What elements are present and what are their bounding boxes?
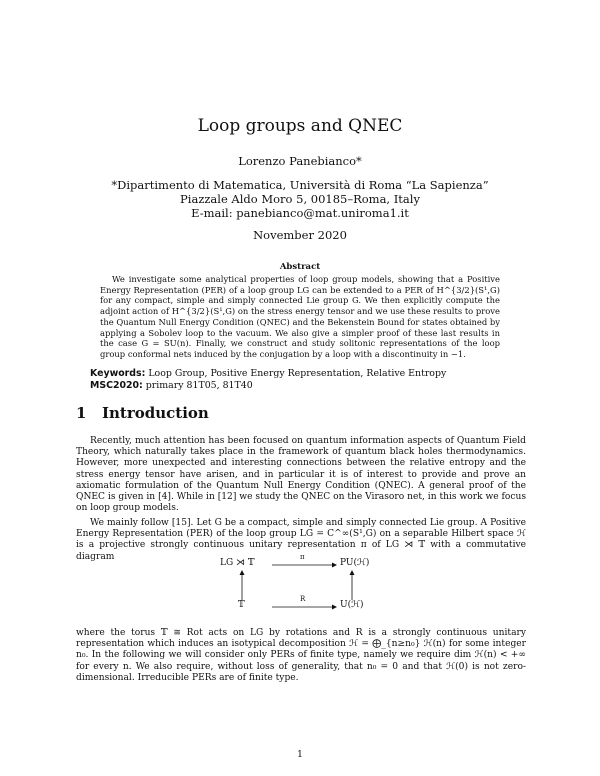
section-number: 1 xyxy=(76,404,87,422)
abstract-text: We investigate some analytical properties of loop group models, showing that a Positive Energy Representation (PER) of a loop group LG can be extended to a PER of H^{3/2}(S¹,G) for any compact, simple and simply connected Lie group G. We then explicitly compute the adjoint action of H^{3/2}(S¹,G) on the stress energy tensor and we use these results to prove the Quantum Null Energy Condition (QNEC) and the Bekenstein Bound for states obtained by applying a Sobolev loop to the vacuum. We also give a simpler proof of these last results in the case G = SU(n). Finally, we construct and study solitonic representations of the loop group conformal nets induced by the conjugation by a loop with a discontinuity in −1. xyxy=(100,274,500,359)
date: November 2020 xyxy=(253,228,347,242)
msc-label: MSC2020: xyxy=(90,380,143,391)
affiliation-email: E-mail: panebianco@mat.uniroma1.it xyxy=(191,206,409,220)
abstract-heading: Abstract xyxy=(279,262,321,272)
affiliation-line-2: Piazzale Aldo Moro 5, 00185–Roma, Italy xyxy=(180,192,420,206)
commutative-diagram xyxy=(220,553,390,616)
section-heading xyxy=(76,404,209,422)
intro-paragraph-1: Recently, much attention has been focused on quantum information aspects of Quantum Field Theory, which naturally takes place in the framework of quantum black holes thermodynamics. However, more unexpected and interesting connections between the relative entropy and the stress energy tensor have arisen, and in particular it is of interest to provide and prove an axiomatic formulation of the Quantum Null Energy Condition (QNEC). A general proof of the QNEC is given in [4]. While in [12] we study the QNEC on the Virasoro net, in this work we focus on loop group models. xyxy=(76,436,526,514)
section-title: Introduction xyxy=(102,404,209,422)
keywords-line xyxy=(90,368,446,379)
msc-codes: primary 81T05, 81T40 xyxy=(145,380,253,391)
author: Lorenzo Panebianco* xyxy=(238,154,362,168)
intro-paragraph-3: where the torus 𝕋 ≅ Rot acts on LG by rotations and R is a strongly continuous unitary representation which induces an isotypical decomposition ℋ = ⨁_{n≥n₀} ℋ(n) for some integer n₀. In the following we will consider only PERs of finite type, namely we require dim ℋ(n) < +∞ for every n. We also require, without loss of generality, that n₀ = 0 and that ℋ(0) is not zero-dimensional. Irreducible PERs are of finite type. xyxy=(76,628,526,683)
intro-paragraph-2: We mainly follow [15]. Let G be a compact, simple and simply connected Lie group. A Positive Energy Representation (PER) of the loop group LG = C^∞(S¹,G) on a separable Hilbert space ℋ is a projective strongly continuous unitary representation π of LG ⋊ 𝕋 with a commutative diagram xyxy=(76,518,526,562)
diagram-bottom-arrow-label: R xyxy=(300,595,306,603)
diagram-bottom-right: U(ℋ) xyxy=(340,600,364,610)
page-number: 1 xyxy=(297,749,303,760)
paper-title: Loop groups and QNEC xyxy=(197,116,403,136)
msc-line xyxy=(90,380,253,391)
diagram-bottom-left: 𝕋 xyxy=(238,600,245,610)
keywords: Loop Group, Positive Energy Representation, Relative Entropy xyxy=(148,368,447,379)
affiliation-line-1: *Dipartimento di Matematica, Università di Roma “La Sapienza” xyxy=(111,178,489,192)
diagram-top-left: LG ⋊ 𝕋 xyxy=(220,558,255,568)
diagram-top-right: PU(ℋ) xyxy=(340,558,370,568)
diagram-top-arrow-label: π xyxy=(300,553,305,561)
keywords-label: Keywords: xyxy=(90,368,146,379)
